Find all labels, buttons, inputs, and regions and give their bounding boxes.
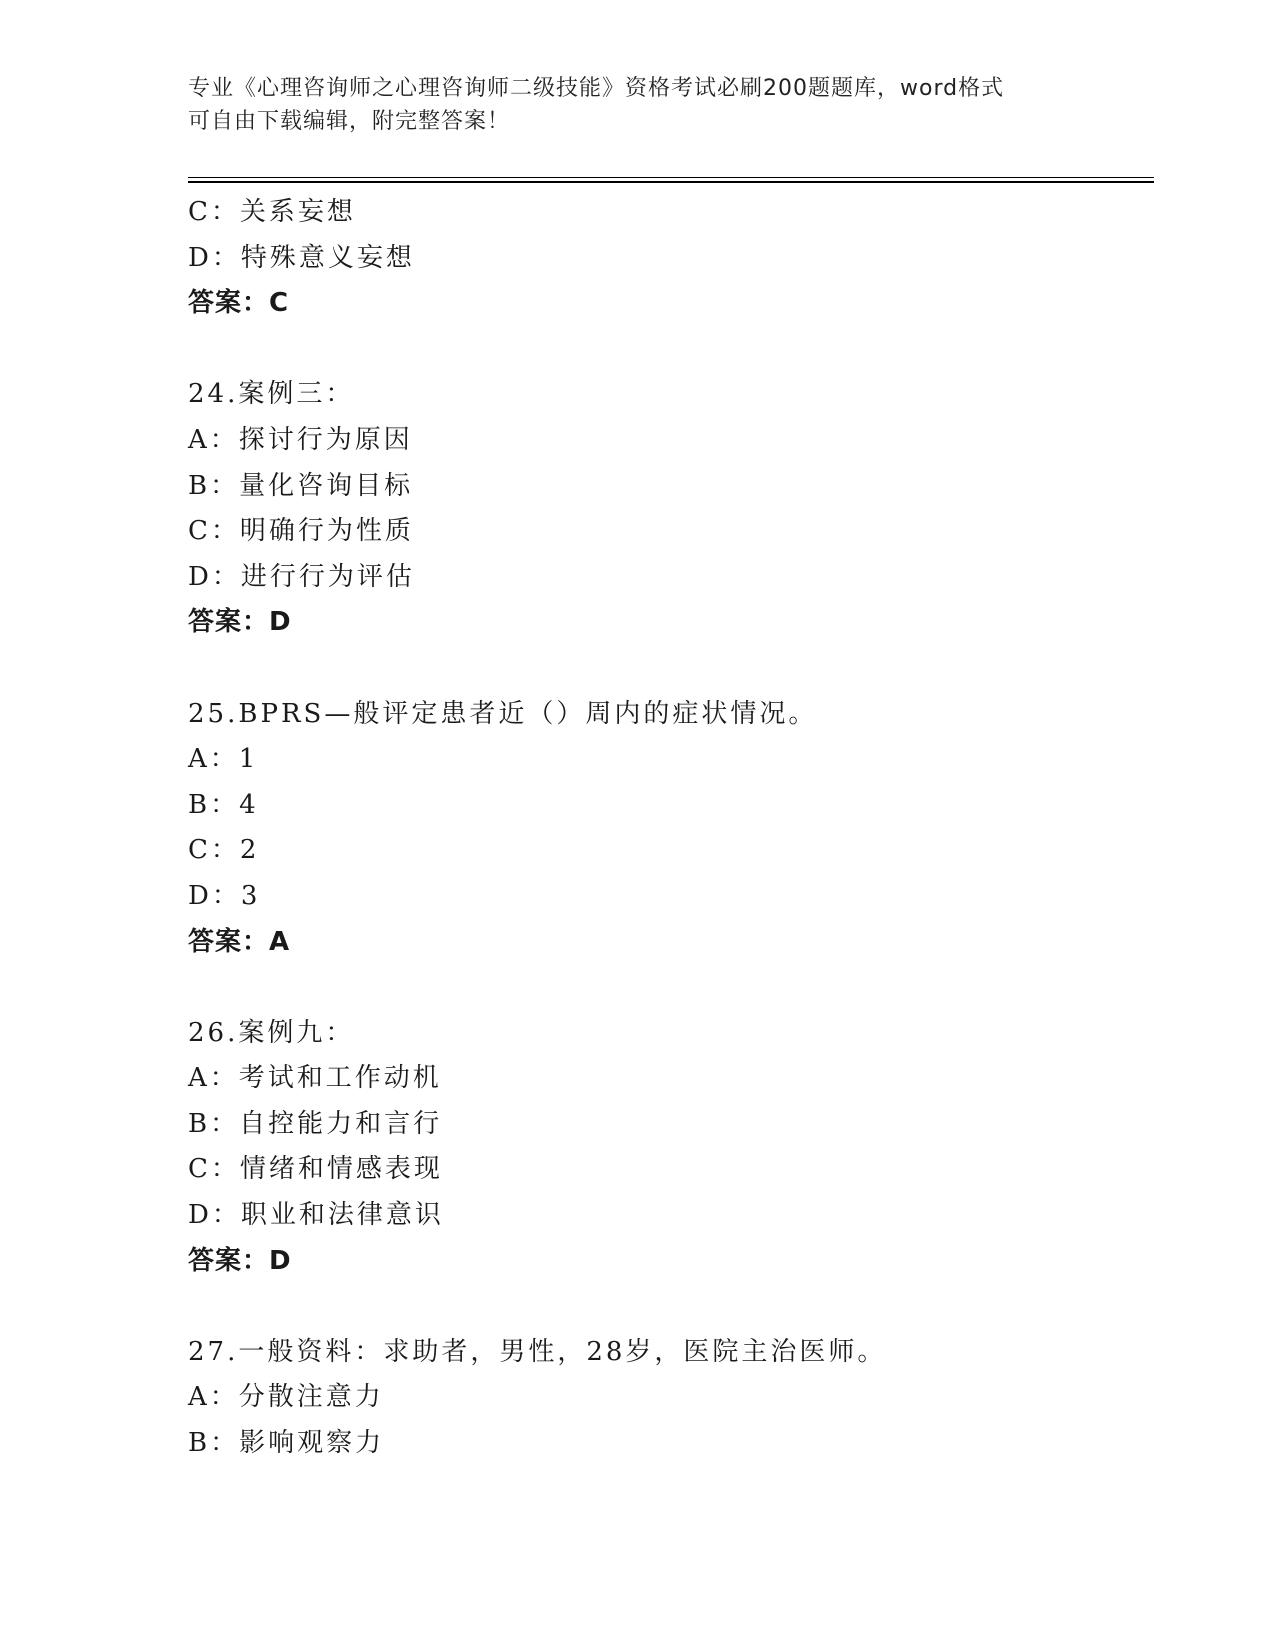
option-b: B：自控能力和言行 bbox=[188, 1108, 443, 1139]
question-text: 25.BPRS—般评定患者近（）周内的症状情况。 bbox=[188, 698, 818, 729]
header-line-1: 专业《心理咨询师之心理咨询师二级技能》资格考试必刷200题题库，word格式 bbox=[188, 76, 1005, 101]
answer-line: 答案：D bbox=[188, 1245, 292, 1276]
question-list bbox=[188, 190, 1148, 1467]
question-27 bbox=[188, 1330, 1148, 1467]
option-d: D：3 bbox=[188, 880, 261, 911]
option-b: B：4 bbox=[188, 789, 259, 820]
option-d: D：特殊意义妄想 bbox=[188, 242, 415, 273]
spacer bbox=[188, 1284, 1148, 1330]
answer-line: 答案：A bbox=[188, 926, 291, 957]
option-a: A：1 bbox=[188, 744, 259, 775]
answer-line: 答案：D bbox=[188, 607, 292, 638]
answer-line: 答案：C bbox=[188, 288, 290, 319]
header-divider-thin bbox=[188, 177, 1154, 178]
option-d: D：进行行为评估 bbox=[188, 561, 415, 592]
option-c: C：关系妄想 bbox=[188, 197, 356, 227]
spacer bbox=[188, 965, 1148, 1011]
option-d: D：职业和法律意识 bbox=[188, 1200, 444, 1231]
question-fragment bbox=[188, 190, 1148, 327]
option-c: C：明确行为性质 bbox=[188, 516, 414, 547]
spacer bbox=[188, 646, 1148, 692]
option-a: A：考试和工作动机 bbox=[188, 1063, 442, 1094]
question-25 bbox=[188, 692, 1148, 966]
option-c: C：2 bbox=[188, 835, 260, 866]
question-26 bbox=[188, 1011, 1148, 1285]
spacer bbox=[188, 327, 1148, 373]
question-24 bbox=[188, 372, 1148, 646]
header-divider-thick bbox=[188, 181, 1154, 183]
option-a: A：探讨行为原因 bbox=[188, 424, 413, 455]
document-header bbox=[188, 72, 1088, 138]
question-text: 27.一般资料：求助者，男性，28岁，医院主治医师。 bbox=[188, 1336, 887, 1367]
option-c: C：情绪和情感表现 bbox=[188, 1154, 443, 1185]
question-text: 26.案例九： bbox=[188, 1017, 355, 1048]
question-text: 24.案例三： bbox=[188, 379, 355, 410]
option-b: B：量化咨询目标 bbox=[188, 470, 414, 501]
header-line-2: 可自由下载编辑，附完整答案！ bbox=[188, 109, 511, 134]
option-a: A：分散注意力 bbox=[188, 1382, 384, 1413]
option-b: B：影响观察力 bbox=[188, 1428, 385, 1459]
